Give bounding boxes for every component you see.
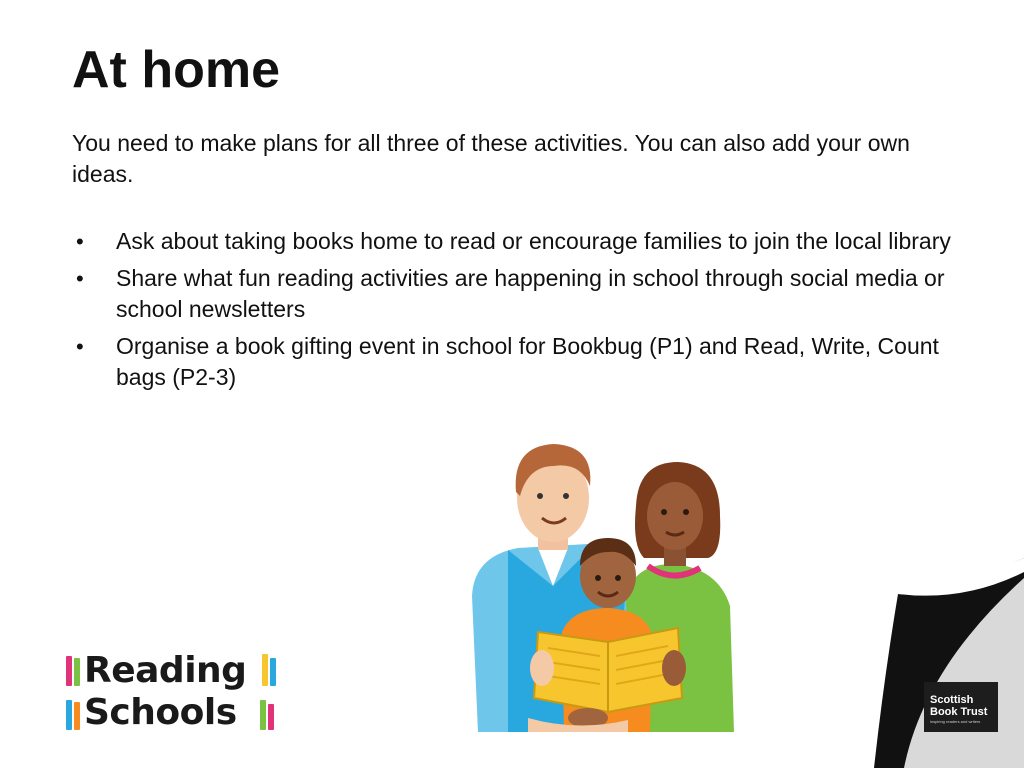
page-curl-decoration: [874, 558, 1024, 768]
list-item: [72, 263, 952, 325]
book-spine-icon: [260, 700, 266, 730]
book-spine-icon: [66, 700, 72, 730]
book-spine-icon: [268, 704, 274, 730]
family-reading-illustration: [468, 436, 740, 732]
reading-schools-logo: [62, 650, 292, 740]
scottish-book-trust-logo: [924, 682, 998, 732]
activity-list: [72, 226, 952, 399]
book-spine-icon: [262, 654, 268, 686]
list-item-text: Share what fun reading activities are happening in school through social media or school newsletters: [116, 265, 945, 322]
sbt-tagline: inspiring readers and writers: [930, 719, 981, 724]
logo-line-1: Reading: [84, 650, 247, 691]
book-spine-icon: [74, 702, 80, 730]
list-item-text: Organise a book gifting event in school for Bookbug (P1) and Read, Write, Count bags (P2-3): [116, 333, 939, 390]
intro-text: You need to make plans for all three of these activities. You can also add your own ideas.: [72, 130, 910, 187]
list-item: [72, 226, 952, 257]
bullet-marker: •: [76, 229, 84, 254]
list-item: [72, 331, 952, 393]
logo-line-2: Schools: [84, 692, 237, 733]
book-spine-icon: [270, 658, 276, 686]
book-spine-icon: [74, 658, 80, 686]
book-spine-icon: [66, 656, 72, 686]
list-item-text: Ask about taking books home to read or encourage families to join the local library: [116, 228, 951, 254]
bullet-marker: •: [76, 334, 84, 359]
sbt-logo-line-1: Scottish: [930, 694, 974, 706]
bullet-marker: •: [76, 266, 84, 291]
slide-title: At home: [72, 41, 280, 99]
sbt-logo-line-2: Book Trust: [930, 706, 988, 718]
